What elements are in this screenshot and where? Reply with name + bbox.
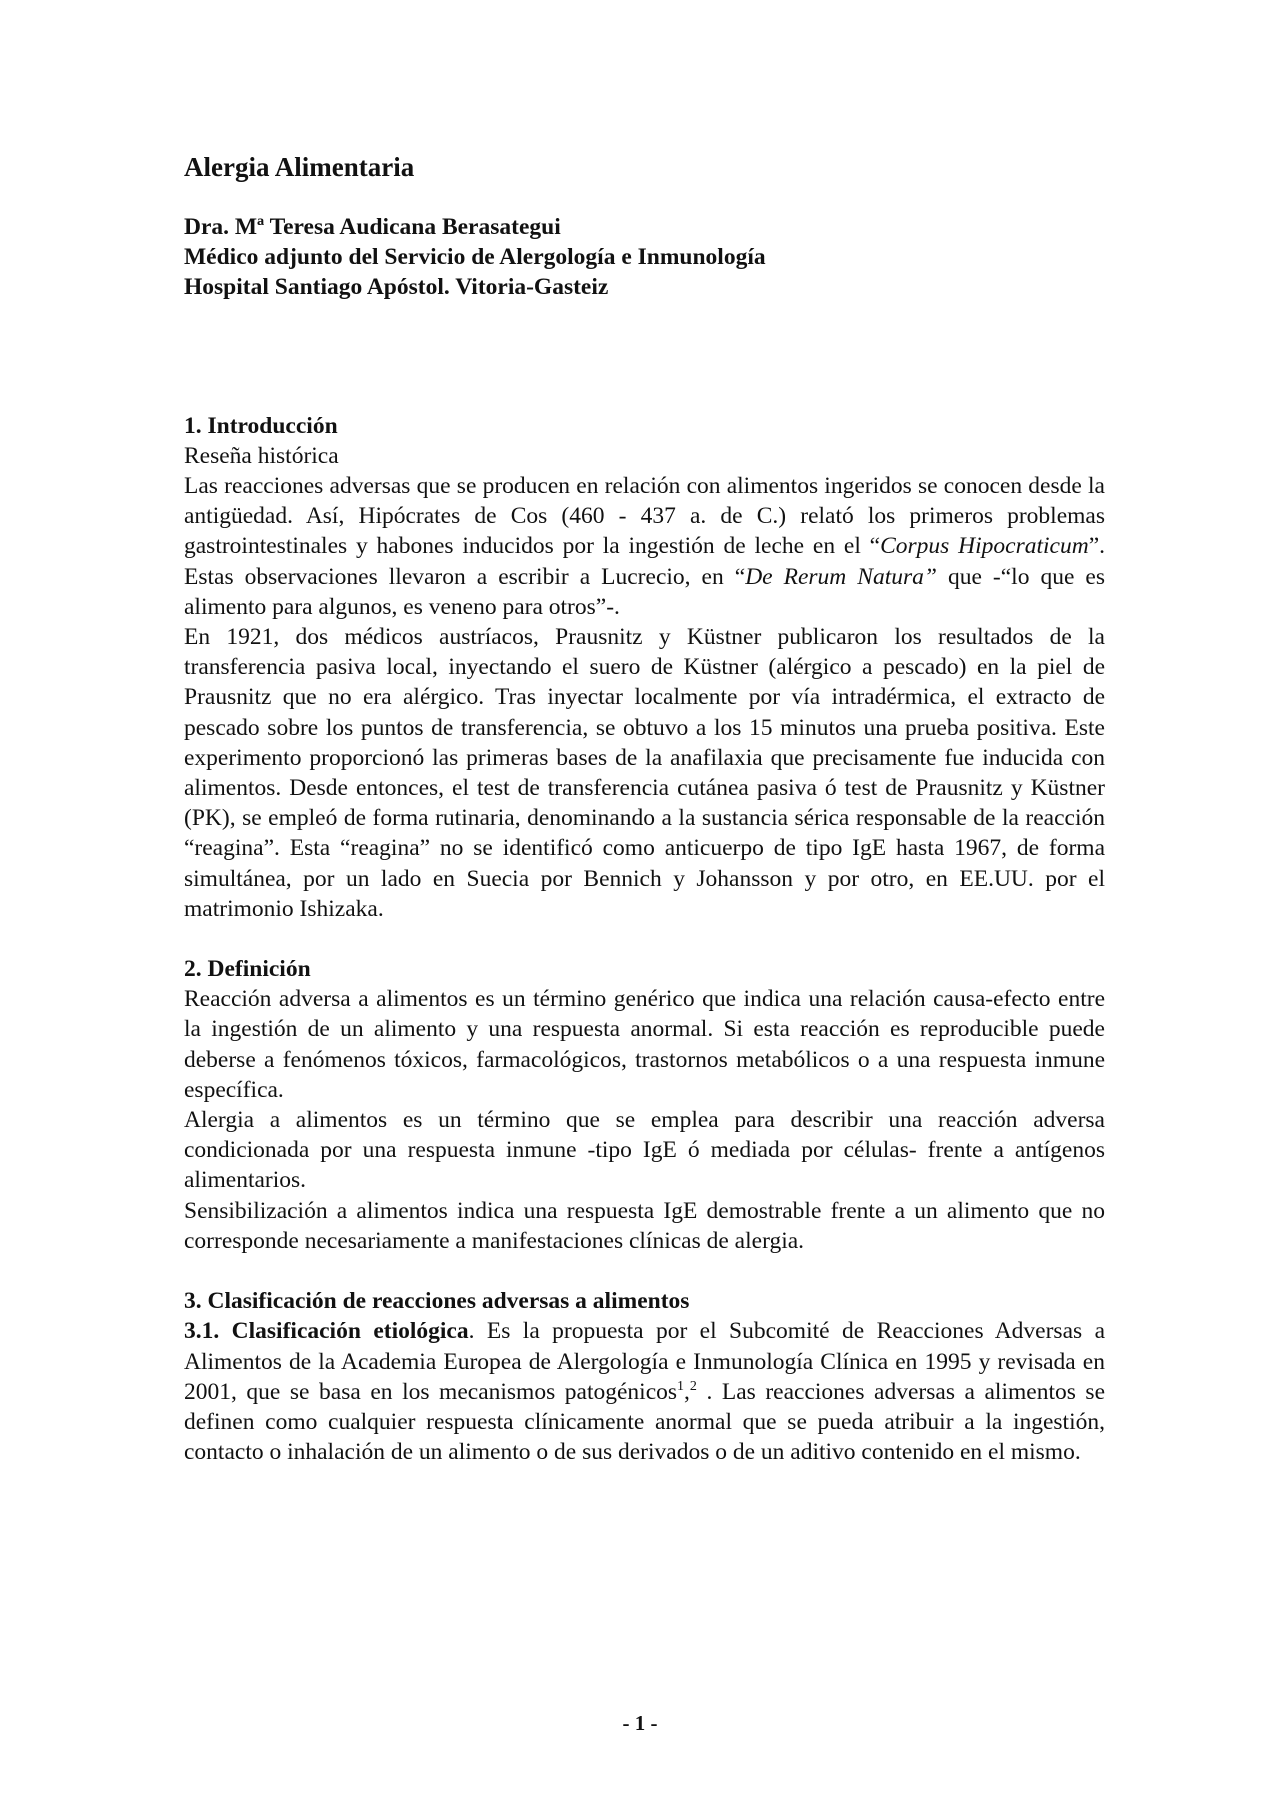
section-heading-classification: 3. Clasificación de reacciones adversas a alimentos (184, 1288, 690, 1315)
definition-paragraph-3: Sensibilización a alimentos indica una respuesta IgE demostrable frente a un alimento que no corresponde necesariamente a manifestaciones clínicas de alergia. (184, 1197, 1105, 1254)
spacer (184, 303, 1105, 411)
classification-sublabel: 3.1. Clasificación etiológica (184, 1318, 469, 1345)
classification-text-b: . Las reacciones adversas a alimentos se definen como cualquier respuesta clínicamente anormal que se pueda atribuir a la ingestión, contacto o inhalación de un alimento o de sus derivados o de un aditivo contenido en el mismo. (184, 1378, 1105, 1466)
author-position: Médico adjunto del Servicio de Alergología e Inmunología (184, 244, 766, 271)
citation-ref-2[interactable]: 2 (689, 1378, 697, 1394)
intro-p1-text-a: Las reacciones adversas que se producen en relación con alimentos ingeridos se conocen desde la antigüedad. Así, Hipócrates de Cos (460 - 437 a. de C.) relató los primeros problemas gastrointestinales y habones inducidos por la ingestión de leche en el “ (184, 473, 1105, 560)
classification-paragraph-1 (184, 1316, 1105, 1467)
intro-p1-text-c: que -“lo que es alimento para algunos, es veneno para otros”-. (184, 563, 1105, 620)
definition-paragraph-1: Reacción adversa a alimentos es un término genérico que indica una relación causa-efecto entre la ingestión de un alimento y una respuesta anormal. Si esta reacción es reproducible puede deberse a fenómenos tóxicos, farmacológicos, trastornos metabólicos o a una respuesta inmune específica. (184, 986, 1105, 1103)
author-institution: Hospital Santiago Apóstol. Vitoria-Gasteiz (184, 274, 609, 301)
document-title: Alergia Alimentaria (184, 152, 415, 182)
intro-p1-italic-corpus: Corpus Hipocraticum (880, 533, 1089, 560)
citation-comma: , (684, 1378, 690, 1405)
intro-p1-text-b: ”. Estas observaciones llevaron a escribir a Lucrecio, en “ (184, 533, 1105, 590)
page-number: - 1 - (622, 1711, 658, 1735)
spacer (184, 1256, 1105, 1286)
intro-p1-italic-rerum: De Rerum Natura” (745, 563, 937, 590)
spacer (184, 924, 1105, 954)
section-heading-introduction: 1. Introducción (184, 412, 338, 439)
citation-ref-1[interactable]: 1 (677, 1378, 685, 1394)
section-subheading-historical-review: Reseña histórica (184, 442, 339, 469)
classification-text-a: . Es la propuesta por el Subcomité de Reacciones Adversas a Alimentos de la Academia Europea de Alergología e Inmunología Clínica en 1995 y revisada en 2001, que se basa en los mecanismos patogénicos (184, 1318, 1105, 1405)
intro-paragraph-1 (184, 471, 1105, 622)
author-name: Dra. Mª Teresa Audicana Berasategui (184, 214, 561, 240)
definition-paragraph-2: Alergia a alimentos es un término que se emplea para describir una reacción adversa condicionada por una respuesta inmune -tipo IgE ó mediada por células- frente a antígenos alimentarios. (184, 1107, 1105, 1194)
intro-paragraph-2: En 1921, dos médicos austríacos, Prausnitz y Küstner publicaron los resultados de la transferencia pasiva local, inyectando el suero de Küstner (alérgico a pescado) en la piel de Prausnitz que no era alérgico. Tras inyectar localmente por vía intradérmica, el extracto de pescado sobre los puntos de transferencia, se obtuvo a los 15 minutos una prueba positiva. Este experimento proporcionó las primeras bases de la anafilaxia que precisamente fue inducida con alimentos. Desde entonces, el test de transferencia cutánea pasiva ó test de Prausnitz y Küstner (PK), se empleó de forma rutinaria, denominando a la sustancia sérica responsable de la reacción “reagina”. Esta “reagina” no se identificó como anticuerpo de tipo IgE hasta 1967, de forma simultánea, por un lado en Suecia por Bennich y Johansson y por otro, en EE.UU. por el matrimonio Ishizaka. (184, 624, 1105, 922)
section-heading-definition: 2. Definición (184, 956, 311, 983)
author-block (184, 212, 1105, 303)
document-page (184, 150, 1105, 1467)
